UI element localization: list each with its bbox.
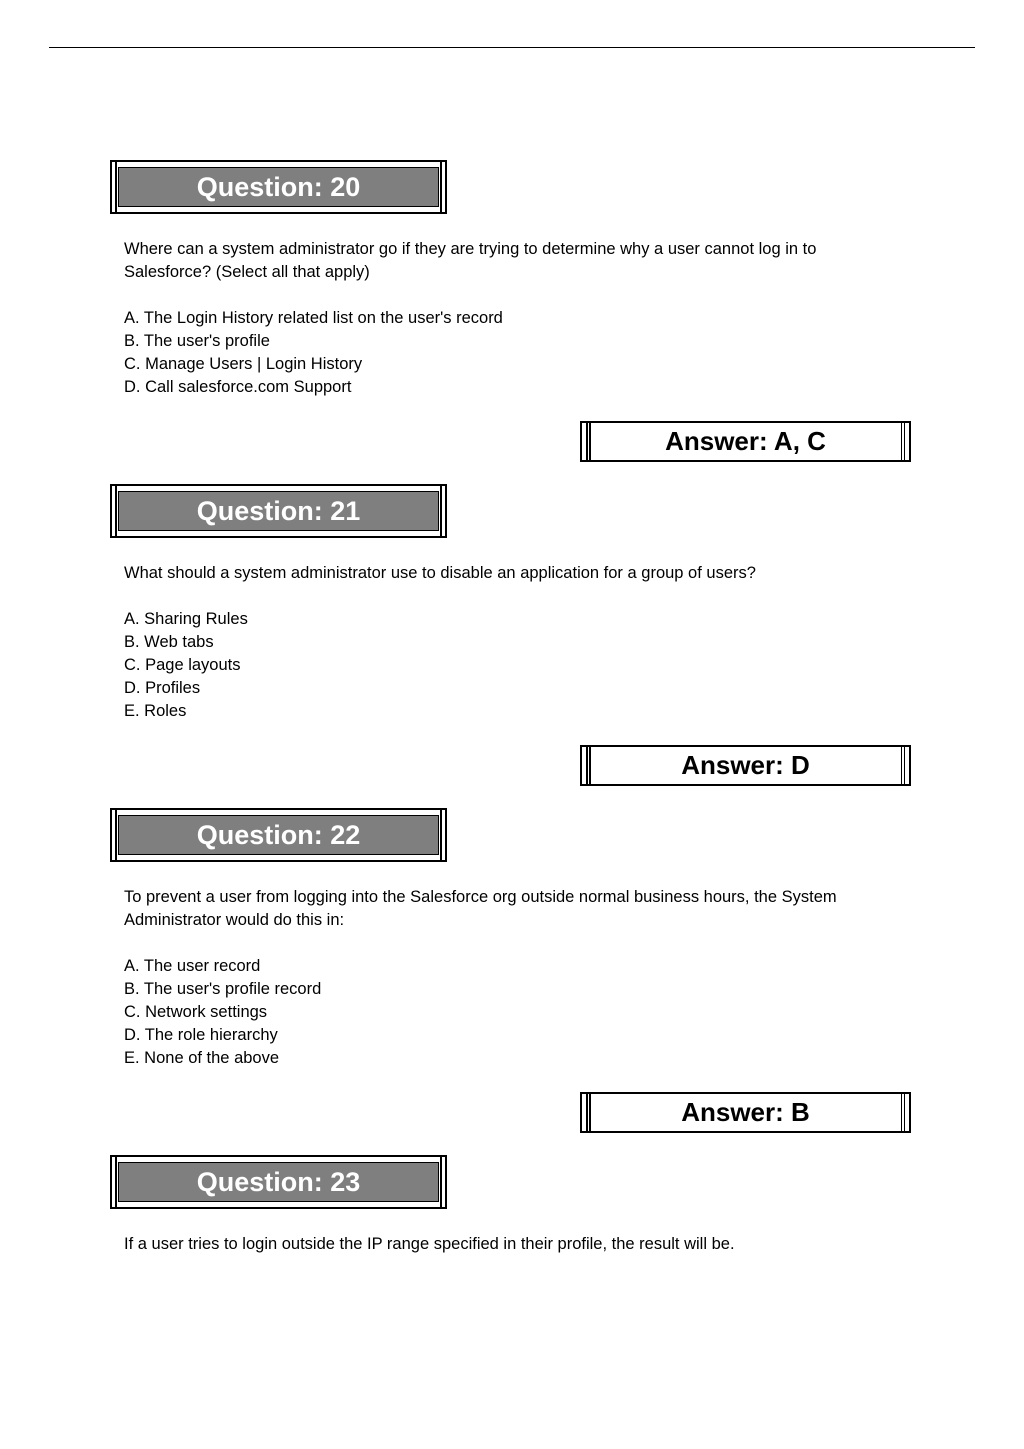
question-header: [110, 808, 447, 862]
option-item: B. Web tabs: [124, 633, 214, 651]
option-item: E. None of the above: [124, 1049, 280, 1067]
answer-label: Answer: B: [681, 1097, 810, 1127]
question-text: If a user tries to login outside the IP range specified in their profile, the result will be.: [124, 1235, 735, 1253]
question-text: To prevent a user from logging into the Salesforce org outside normal business hours, the System Administrator would do this in:: [124, 888, 837, 929]
question-title: Question: 23: [196, 1166, 361, 1197]
option-item: A. The user record: [124, 957, 261, 975]
answer-label: Answer: D: [681, 750, 810, 780]
question-header: [110, 1155, 447, 1209]
option-item: C. Page layouts: [124, 656, 241, 674]
question-header: [110, 160, 447, 214]
option-item: C. Manage Users | Login History: [124, 355, 363, 373]
option-list: [124, 955, 904, 1070]
option-item: A. Sharing Rules: [124, 610, 248, 628]
option-item: C. Network settings: [124, 1003, 268, 1021]
question-title: Question: 20: [196, 171, 361, 202]
option-list: [124, 608, 904, 723]
question-title: Question: 21: [196, 495, 361, 526]
option-item: B. The user's profile record: [124, 980, 322, 998]
option-item: D. Profiles: [124, 679, 201, 697]
answer-box: [580, 1092, 911, 1133]
option-item: E. Roles: [124, 702, 187, 720]
option-item: A. The Login History related list on the user's record: [124, 309, 503, 327]
option-item: B. The user's profile: [124, 332, 270, 350]
question-text: Where can a system administrator go if they are trying to determine why a user cannot log in to Salesforce? (Select all that apply): [124, 240, 817, 281]
question-title: Question: 22: [196, 819, 361, 850]
option-item: D. Call salesforce.com Support: [124, 378, 352, 396]
option-item: D. The role hierarchy: [124, 1026, 278, 1044]
question-header: [110, 484, 447, 538]
answer-box: [580, 745, 911, 786]
option-list: [124, 307, 904, 399]
question-text: What should a system administrator use to disable an application for a group of users?: [124, 564, 756, 582]
page-top-rule: [49, 47, 975, 48]
answer-label: Answer: A, C: [665, 426, 826, 456]
answer-box: [580, 421, 911, 462]
